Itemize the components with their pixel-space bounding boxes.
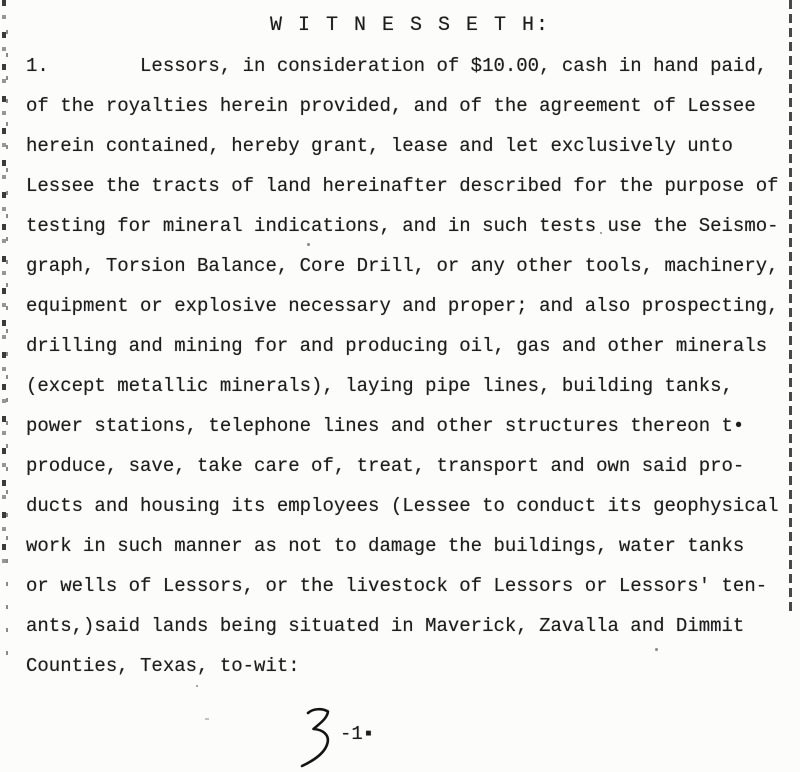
- document-line: or wells of Lessors, or the livestock of Lessors or Lessors' ten-: [26, 575, 768, 597]
- document-line: ducts and housing its employees (Lessee to conduct its geophysical: [26, 495, 779, 517]
- section-heading-witnesseth: W I T N E S S E T H:: [269, 14, 551, 37]
- handwritten-3-glyph: [300, 706, 336, 768]
- handwritten-page-numeral: [300, 706, 336, 768]
- document-line: Counties, Texas, to-wit:: [26, 655, 300, 677]
- document-body: [26, 6, 794, 686]
- scan-speck: [205, 718, 209, 720]
- document-line: 1. Lessors, in consideration of $10.00, cash in hand paid,: [26, 55, 768, 77]
- document-line: produce, save, take care of, treat, transport and own said pro-: [26, 455, 745, 477]
- typed-page-number: -1▪: [340, 723, 375, 745]
- document-line: power stations, telephone lines and other structures thereon t•: [26, 415, 745, 437]
- document-line: equipment or explosive necessary and proper; and also prospecting,: [26, 295, 779, 317]
- document-line: of the royalties herein provided, and of the agreement of Lessee: [26, 95, 756, 117]
- scan-edge-artifact-left-inner: [6, 30, 8, 665]
- document-line: Lessee the tracts of land hereinafter described for the purpose of: [26, 175, 779, 197]
- document-line: testing for mineral indications, and in such tests use the Seismo-: [26, 215, 779, 237]
- document-line: graph, Torsion Balance, Core Drill, or any other tools, machinery,: [26, 255, 779, 277]
- document-line: herein contained, hereby grant, lease and let exclusively unto: [26, 135, 733, 157]
- document-line: (except metallic minerals), laying pipe lines, building tanks,: [26, 375, 733, 397]
- document-line: drilling and mining for and producing oil, gas and other minerals: [26, 335, 768, 357]
- document-line: ants,)said lands being situated in Maverick, Zavalla and Dimmit: [26, 615, 745, 637]
- document-line: work in such manner as not to damage the buildings, water tanks: [26, 535, 745, 557]
